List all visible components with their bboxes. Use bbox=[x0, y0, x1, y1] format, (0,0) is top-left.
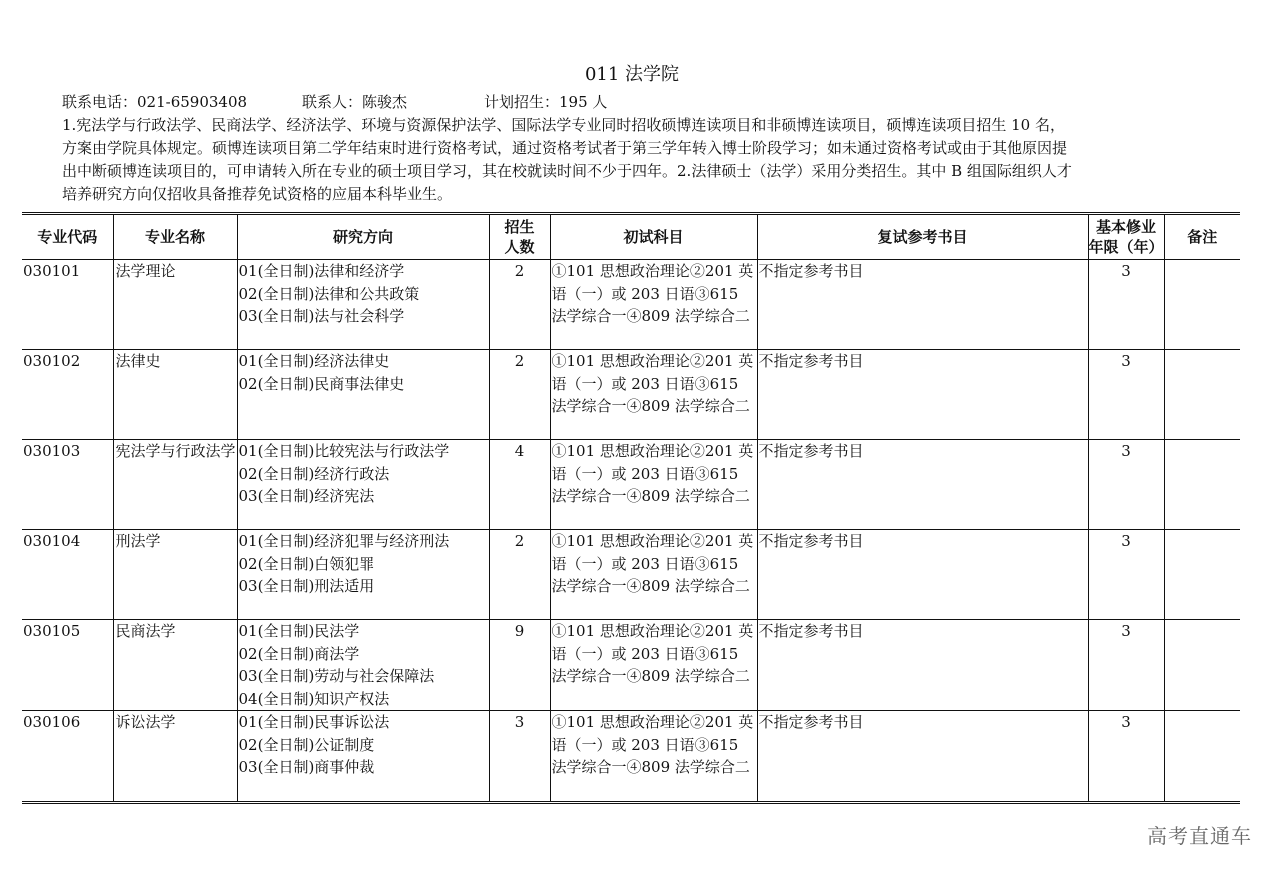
header-years-line: 年限（年） bbox=[1088, 238, 1164, 256]
header-direction: 研究方向 bbox=[237, 215, 489, 260]
cell-directions bbox=[237, 620, 489, 711]
cell-ref: 不指定参考书目 bbox=[757, 530, 1088, 620]
contact-phone: 联系电话：021-65903408 bbox=[62, 93, 248, 111]
note-line: 出中断硕博连读项目的，可申请转入所在专业的硕士项目学习，其在校就读时间不少于四年。2.法律硕士（法学）采用分类招生。其中 B 组国际组织人才 bbox=[62, 162, 1072, 180]
header-ref: 复试参考书目 bbox=[757, 215, 1088, 260]
note-line: 1.宪法学与行政法学、民商法学、经济法学、环境与资源保护法学、国际法学专业同时招收硕博连读项目和非硕博连读项目，硕博连读项目招生 10 名， bbox=[62, 116, 1065, 134]
direction-item: 03(全日制)经济宪法 bbox=[238, 487, 375, 505]
cell-name: 法律史 bbox=[113, 350, 237, 440]
cell-name: 诉讼法学 bbox=[113, 711, 237, 801]
cell-quota: 2 bbox=[489, 530, 550, 620]
cell-years: 3 bbox=[1088, 440, 1164, 530]
direction-item: 02(全日制)经济行政法 bbox=[238, 464, 390, 483]
cell-quota: 2 bbox=[489, 350, 550, 440]
enrollment-plan: 计划招生：195 人 bbox=[484, 93, 608, 111]
cell-years: 3 bbox=[1088, 530, 1164, 620]
direction-item: 01(全日制)民事诉讼法 bbox=[238, 713, 390, 731]
direction-item: 01(全日制)法律和经济学 bbox=[238, 262, 405, 280]
note-line: 方案由学院具体规定。硕博连读项目第二学年结束时进行资格考试，通过资格考试者于第三学年转入博士阶段学习；如未通过资格考试或由于其他原因提 bbox=[62, 139, 1068, 157]
cell-ref: 不指定参考书目 bbox=[757, 350, 1088, 440]
header-name: 专业名称 bbox=[113, 215, 237, 260]
cell-remark bbox=[1164, 260, 1240, 350]
cell-directions bbox=[237, 711, 489, 801]
header-code: 专业代码 bbox=[22, 215, 113, 260]
contact-person: 联系人：陈骏杰 bbox=[302, 93, 408, 111]
cell-quota: 9 bbox=[489, 620, 550, 711]
cell-directions bbox=[237, 350, 489, 440]
cell-remark bbox=[1164, 530, 1240, 620]
header-quota-line: 招生 bbox=[504, 218, 535, 236]
table-row bbox=[22, 711, 1240, 801]
note-line: 培养研究方向仅招收具备推荐免试资格的应届本科毕业生。 bbox=[62, 185, 453, 203]
cell-remark bbox=[1164, 620, 1240, 711]
cell-name: 刑法学 bbox=[113, 530, 237, 620]
cell-exam: ①101 思想政治理论②201 英语（一）或 203 日语③615 法学综合一④809 法学综合二 bbox=[550, 260, 757, 350]
cell-directions bbox=[237, 440, 489, 530]
cell-quota: 3 bbox=[489, 711, 550, 801]
program-table-wrapper bbox=[22, 212, 1240, 804]
direction-item: 03(全日制)法与社会科学 bbox=[238, 307, 405, 325]
direction-item: 02(全日制)白领犯罪 bbox=[238, 554, 375, 573]
cell-exam: ①101 思想政治理论②201 英语（一）或 203 日语③615 法学综合一④809 法学综合二 bbox=[550, 530, 757, 620]
table-row bbox=[22, 440, 1240, 530]
cell-code: 030101 bbox=[22, 260, 113, 350]
cell-ref: 不指定参考书目 bbox=[757, 711, 1088, 801]
cell-name: 民商法学 bbox=[113, 620, 237, 711]
page-title: 011 法学院 bbox=[584, 64, 680, 85]
cell-code: 030106 bbox=[22, 711, 113, 801]
cell-directions bbox=[237, 260, 489, 350]
header-years-line: 基本修业 bbox=[1095, 218, 1156, 236]
table-header-row bbox=[22, 215, 1240, 260]
cell-ref: 不指定参考书目 bbox=[757, 260, 1088, 350]
direction-item: 02(全日制)公证制度 bbox=[238, 735, 375, 754]
cell-code: 030102 bbox=[22, 350, 113, 440]
cell-name: 宪法学与行政法学 bbox=[113, 440, 237, 530]
cell-quota: 4 bbox=[489, 440, 550, 530]
table-row bbox=[22, 260, 1240, 350]
cell-directions bbox=[237, 530, 489, 620]
cell-exam: ①101 思想政治理论②201 英语（一）或 203 日语③615 法学综合一④809 法学综合二 bbox=[550, 620, 757, 711]
header-remark: 备注 bbox=[1164, 215, 1240, 260]
cell-ref: 不指定参考书目 bbox=[757, 620, 1088, 711]
cell-name: 法学理论 bbox=[113, 260, 237, 350]
cell-exam: ①101 思想政治理论②201 英语（一）或 203 日语③615 法学综合一④809 法学综合二 bbox=[550, 711, 757, 801]
cell-remark bbox=[1164, 711, 1240, 801]
direction-item: 01(全日制)民法学 bbox=[238, 622, 360, 640]
header-years bbox=[1088, 215, 1164, 260]
direction-item: 03(全日制)商事仲裁 bbox=[238, 758, 375, 776]
cell-years: 3 bbox=[1088, 350, 1164, 440]
cell-ref: 不指定参考书目 bbox=[757, 440, 1088, 530]
cell-code: 030105 bbox=[22, 620, 113, 711]
direction-item: 01(全日制)比较宪法与行政法学 bbox=[238, 442, 450, 460]
cell-exam: ①101 思想政治理论②201 英语（一）或 203 日语③615 法学综合一④809 法学综合二 bbox=[550, 440, 757, 530]
program-table bbox=[22, 215, 1240, 801]
direction-item: 01(全日制)经济犯罪与经济刑法 bbox=[238, 532, 450, 550]
table-row bbox=[22, 530, 1240, 620]
cell-code: 030103 bbox=[22, 440, 113, 530]
direction-item: 04(全日制)知识产权法 bbox=[238, 689, 390, 708]
header-quota bbox=[489, 215, 550, 260]
table-row bbox=[22, 350, 1240, 440]
cell-quota: 2 bbox=[489, 260, 550, 350]
admission-note bbox=[62, 114, 1212, 206]
cell-remark bbox=[1164, 440, 1240, 530]
cell-remark bbox=[1164, 350, 1240, 440]
direction-item: 02(全日制)商法学 bbox=[238, 644, 360, 663]
direction-item: 03(全日制)刑法适用 bbox=[238, 577, 375, 595]
cell-code: 030104 bbox=[22, 530, 113, 620]
table-row bbox=[22, 620, 1240, 711]
cell-years: 3 bbox=[1088, 620, 1164, 711]
direction-item: 02(全日制)法律和公共政策 bbox=[238, 284, 420, 303]
direction-item: 01(全日制)经济法律史 bbox=[238, 352, 390, 370]
direction-item: 03(全日制)劳动与社会保障法 bbox=[238, 667, 435, 685]
direction-item: 02(全日制)民商事法律史 bbox=[238, 374, 405, 393]
cell-exam: ①101 思想政治理论②201 英语（一）或 203 日语③615 法学综合一④809 法学综合二 bbox=[550, 350, 757, 440]
header-exam: 初试科目 bbox=[550, 215, 757, 260]
header-quota-line: 人数 bbox=[504, 238, 535, 256]
watermark: 高考直通车 bbox=[1147, 824, 1252, 848]
cell-years: 3 bbox=[1088, 711, 1164, 801]
cell-years: 3 bbox=[1088, 260, 1164, 350]
